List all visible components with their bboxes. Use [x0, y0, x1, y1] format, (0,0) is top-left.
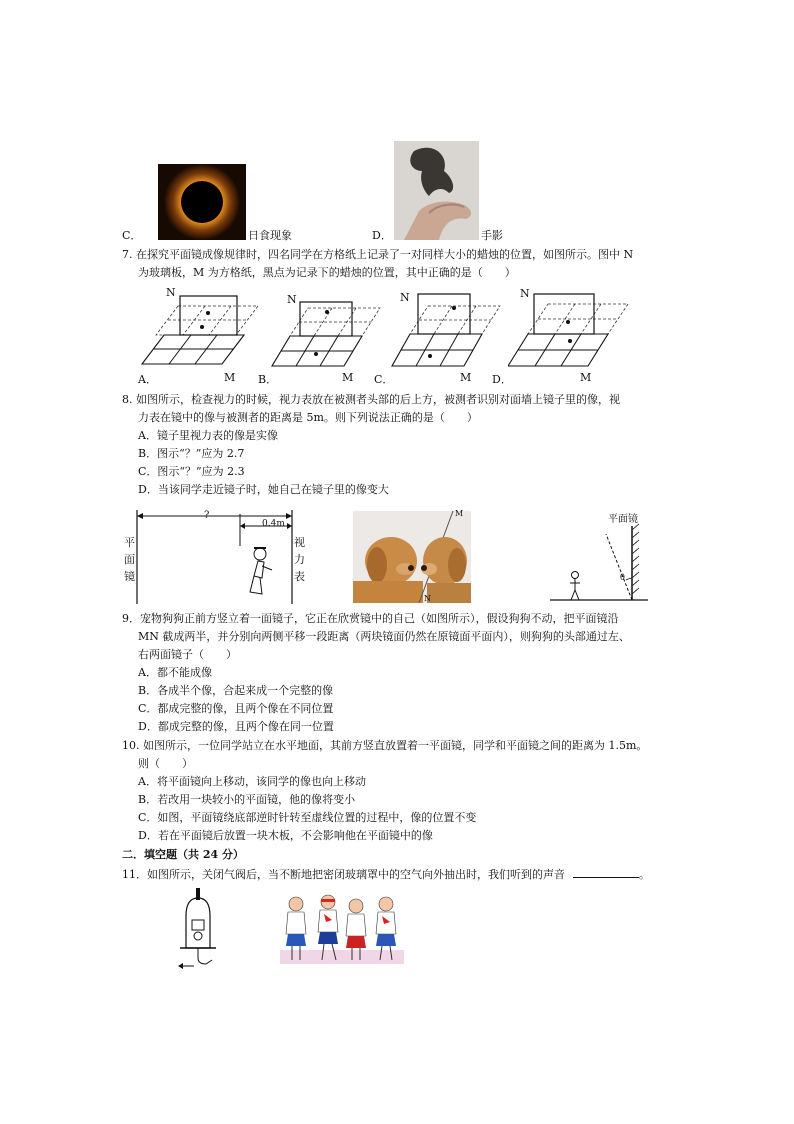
- q8-unknown-distance: ?: [204, 510, 210, 521]
- q10-option-d: D．若在平面镜后放置一块木板，不会影响他在平面镜中的像: [138, 829, 433, 842]
- q7-d-letter: D．: [492, 373, 512, 386]
- q8-text-line1: 8. 如图所示，检查视力的时候，视力表放在被测者头部的后上方，被测者识别对面墙上镜子里的像，视: [122, 393, 620, 406]
- q11-answer-blank[interactable]: [573, 866, 639, 878]
- q10-option-b: B．若改用一块较小的平面镜，他的像将变小: [138, 793, 356, 806]
- q9-option-a: A．都不能成像: [138, 666, 212, 679]
- q6-optC-caption: 日食现象: [248, 229, 292, 242]
- q9-option-d: D．都成完整的像，且两个像在同一位置: [138, 720, 334, 733]
- q8-option-d: D．当该同学走近镜子时，她自己在镜子里的像变大: [138, 483, 389, 496]
- q7-figure-a: [136, 282, 266, 382]
- q6-optD-letter: D．: [372, 229, 392, 242]
- q10-mirror-label: 平面镜: [608, 514, 638, 525]
- q10-text-line2: 则（ ）: [138, 757, 193, 770]
- solar-eclipse-image: [158, 164, 246, 240]
- q9-dog-mirror-photo: [353, 511, 471, 603]
- q6-optC-letter: C．: [122, 229, 142, 242]
- q7-c-label-m: M: [460, 371, 472, 384]
- q11-bell-jar-figure: [172, 886, 232, 972]
- q8-chart-label: 视力表: [294, 536, 305, 583]
- q9-text-line1: 9．宠物狗狗正前方竖立着一面镜子，它正在欣赏镜中的自己（如图所示），假设狗狗不动，把平面镜沿: [122, 612, 619, 625]
- q7-a-label-m: M: [224, 371, 236, 384]
- q9-text-line3: 右两面镜子（ ）: [138, 648, 237, 661]
- q7-text-line1: 7. 在探究平面镜成像规律时，四名同学在方格纸上记录了一对同样大小的蜡烛的位置，如图所示。图中 N: [122, 248, 634, 261]
- q7-d-label-m: M: [580, 371, 592, 384]
- q7-c-letter: C．: [374, 373, 394, 386]
- q8-text-line2: 力表在镜中的像与被测者的距离是 5m。则下列说法正确的是（ ）: [138, 411, 478, 424]
- q7-d-label-n: N: [520, 287, 530, 300]
- q10-option-c: C．如图，平面镜绕底部逆时针转至虚线位置的过程中，像的位置不变: [138, 811, 477, 824]
- q10-text-line1: 10. 如图所示，一位同学站立在水平地面，其前方竖直放置着一平面镜，同学和平面镜之间的距离为 1.5m。: [122, 739, 648, 752]
- q11-text: 11．如图所示，关闭气阀后，当不断地把密闭玻璃罩中的空气向外抽出时，我们听到的声音 。: [122, 868, 650, 881]
- q7-b-letter: B．: [258, 373, 278, 386]
- section-fill-blank-title: 二．填空题（共 24 分）: [122, 848, 244, 861]
- q9-option-b: B．各成半个像，合起来成一个完整的像: [138, 684, 334, 697]
- q7-a-dot: [200, 325, 204, 329]
- q8-distance-label: 0.4m: [262, 519, 285, 529]
- q8-option-a: A．镜子里视力表的像是实像: [138, 429, 278, 442]
- q9-option-c: C．都成完整的像，且两个像在不同位置: [138, 702, 334, 715]
- q9-label-m: M: [455, 509, 464, 518]
- q11-children-game-image: [280, 890, 404, 964]
- q7-text-line2: 为玻璃板，M 为方格纸，黑点为记录下的蜡烛的位置，其中正确的是（ ）: [138, 266, 516, 279]
- q10-mirror-figure: [540, 520, 650, 604]
- q6-optD-caption: 手影: [481, 229, 503, 242]
- q10-theta-label: θ: [620, 573, 625, 582]
- q8-option-c: C．图示“？”应为 2.3: [138, 465, 245, 478]
- q7-a-label-n: N: [166, 286, 176, 299]
- q8-option-b: B．图示“？”应为 2.7: [138, 447, 245, 460]
- q7-a-letter: A．: [138, 373, 157, 386]
- q9-label-n: N: [424, 594, 431, 603]
- q7-b-label-m: M: [342, 371, 354, 384]
- hand-shadow-image: [394, 141, 479, 240]
- q7-b-label-n: N: [287, 293, 297, 306]
- q10-option-a: A．将平面镜向上移动，该同学的像也向上移动: [138, 775, 366, 788]
- q8-mirror-label: 平面镜: [124, 536, 135, 583]
- q9-text-line2: MN 截成两半，并分别向两侧平移一段距离（两块镜面仍然在原镜面平面内），则狗狗的头部通过左、: [138, 630, 630, 643]
- q7-c-label-n: N: [400, 291, 410, 304]
